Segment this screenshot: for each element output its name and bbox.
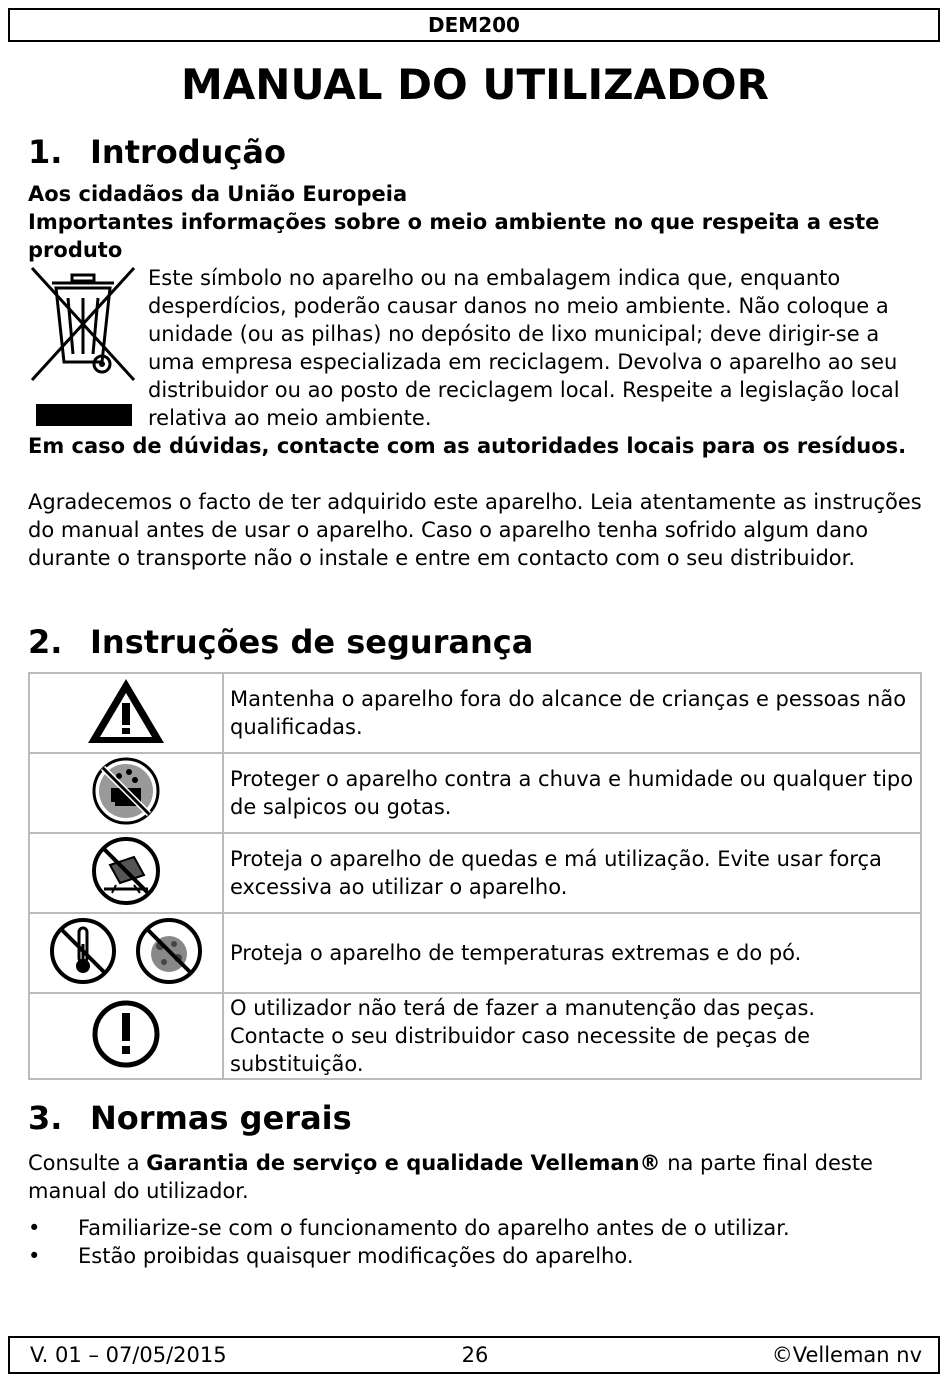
intro-bold: Garantia de serviço e qualidade Velleman® xyxy=(146,1151,661,1175)
safety-text: Mantenha o aparelho fora do alcance de crianças e pessoas não qualificadas. xyxy=(223,673,921,753)
guidelines-list xyxy=(28,1214,928,1270)
general-guidelines-intro xyxy=(28,1149,928,1205)
footer-version: V. 01 – 07/05/2015 xyxy=(30,1343,227,1367)
safety-row xyxy=(29,913,921,993)
environment-heading: Importantes informações sobre o meio ambiente no que respeita a este produto xyxy=(28,210,880,262)
section-3-heading xyxy=(28,1098,352,1138)
safety-row xyxy=(29,753,921,833)
footer-copyright: ©Velleman nv xyxy=(771,1343,922,1367)
page-title: MANUAL DO UTILIZADOR xyxy=(181,60,769,109)
safety-row xyxy=(29,673,921,753)
no-drop-icon xyxy=(90,835,162,907)
weee-black-bar xyxy=(36,404,132,426)
intro-paragraph: Agradecemos o facto de ter adquirido este aparelho. Leia atentamente as instruções do manual antes de usar o aparelho. Caso o aparelho tenha sofrido algum dano durante o transporte não o instale e entre em contacto com o seu distribuidor. xyxy=(28,490,922,570)
page-footer xyxy=(8,1336,940,1374)
bullet-dot-icon: • xyxy=(28,1216,41,1240)
list-item-text: Familiarize-se com o funcionamento do aparelho antes de o utilizar. xyxy=(78,1216,790,1240)
safety-text: Proteja o aparelho de quedas e má utilização. Evite usar força excessiva ao utilizar o aparelho. xyxy=(223,833,921,913)
safety-text: Proteja o aparelho de temperaturas extremas e do pó. xyxy=(223,913,921,993)
bullet-dot-icon: • xyxy=(28,1244,41,1268)
safety-text: O utilizador não terá de fazer a manutenção das peças. Contacte o seu distribuidor caso necessite de peças de substituição. xyxy=(223,993,921,1079)
intro-pre: Consulte a xyxy=(28,1151,147,1175)
no-rain-icon xyxy=(91,756,161,826)
section-2-title: Instruções de segurança xyxy=(90,623,534,661)
safety-icon-cell xyxy=(29,913,223,993)
page-header xyxy=(8,8,940,42)
safety-icon-cell xyxy=(29,993,223,1079)
eu-citizens-heading: Aos cidadãos da União Europeia xyxy=(28,182,408,206)
no-user-service-icon xyxy=(91,999,161,1069)
section-1-heading xyxy=(28,132,286,172)
doubts-notice: Em caso de dúvidas, contacte com as autoridades locais para os resíduos. xyxy=(28,434,907,458)
safety-icon-cell xyxy=(29,833,223,913)
section-2-heading xyxy=(28,622,533,662)
safety-icon-cell xyxy=(29,753,223,833)
no-dust-icon xyxy=(134,916,204,986)
safety-icon-cell xyxy=(29,673,223,753)
section-2-number: 2. xyxy=(28,623,63,661)
weee-description: Este símbolo no aparelho ou na embalagem indica que, enquanto desperdícios, poderão causar danos no meio ambiente. Não coloque a unidade (ou as pilhas) no depósito de lixo municipal; deve dirigir-se a uma empresa especializada em reciclagem. Devolva o aparelho ao seu distribuidor ou ao posto de reciclagem local. Respeite a legislação local relativa ao meio ambiente. xyxy=(148,266,900,430)
header-model: DEM200 xyxy=(428,13,520,37)
warning-triangle-icon xyxy=(84,675,168,747)
list-item xyxy=(28,1242,928,1270)
list-item-text: Estão proibidas quaisquer modificações do aparelho. xyxy=(78,1244,634,1268)
safety-row xyxy=(29,833,921,913)
footer-page-number: 26 xyxy=(461,1343,489,1367)
intro-post: na parte final deste manual do utilizador. xyxy=(28,1151,873,1203)
section-3-title: Normas gerais xyxy=(90,1099,352,1137)
section-1-title: Introdução xyxy=(90,133,286,171)
no-temperature-icon xyxy=(48,916,118,986)
safety-table xyxy=(28,672,922,1080)
safety-row xyxy=(29,993,921,1079)
weee-bin-icon xyxy=(28,266,138,384)
list-item xyxy=(28,1214,928,1242)
section-1-number: 1. xyxy=(28,133,63,171)
safety-text: Proteger o aparelho contra a chuva e humidade ou qualquer tipo de salpicos ou gotas. xyxy=(223,753,921,833)
section-3-number: 3. xyxy=(28,1099,63,1137)
